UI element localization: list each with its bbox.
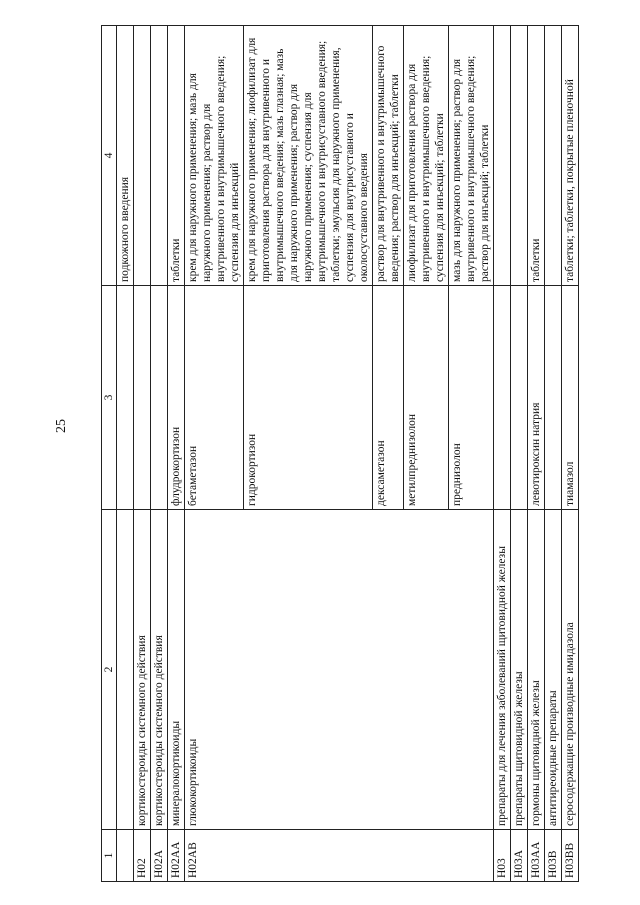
form-cell (151, 26, 168, 286)
page-number: 25 (54, 419, 69, 433)
table-row (545, 26, 562, 882)
atc-code-cell: H03AA (528, 830, 545, 882)
drug-cell (494, 286, 511, 510)
atc-code-cell (404, 830, 449, 882)
form-cell: подкожного введения (117, 26, 134, 286)
group-cell: глюкокортикоиды (185, 510, 244, 830)
form-cell: таблетки (168, 26, 185, 286)
atc-code-cell (244, 830, 373, 882)
table-row (244, 26, 373, 882)
table-row (449, 26, 494, 882)
group-cell (449, 510, 494, 830)
group-cell: препараты щитовидной железы (511, 510, 528, 830)
form-cell: таблетки; таблетки, покрытые пленочной (562, 26, 579, 286)
group-cell: препараты для лечения заболеваний щитовидной железы (494, 510, 511, 830)
header-cell-2: 2 (102, 510, 117, 830)
table-row (511, 26, 528, 882)
table-row (404, 26, 449, 882)
group-cell: кортикостероиды системного действия (151, 510, 168, 830)
drug-cell: флудрокортизон (168, 286, 185, 510)
atc-code-cell: H02AA (168, 830, 185, 882)
atc-code-cell: H02AB (185, 830, 244, 882)
group-cell: серосодержащие производные имидазола (562, 510, 579, 830)
group-cell: кортикостероиды системного действия (134, 510, 151, 830)
form-cell (545, 26, 562, 286)
atc-code-cell: H02 (134, 830, 151, 882)
header-cell-3: 3 (102, 286, 117, 510)
atc-code-cell (449, 830, 494, 882)
form-cell (134, 26, 151, 286)
rotated-table-container (101, 26, 576, 882)
header-cell-1: 1 (102, 830, 117, 882)
table-row (185, 26, 244, 882)
drug-cell (134, 286, 151, 510)
medicines-table (101, 25, 579, 882)
atc-code-cell: H03 (494, 830, 511, 882)
drug-cell: левотироксин натрия (528, 286, 545, 510)
form-cell: крем для наружного применения; мазь для наружного применения; раствор для внутривенного и внутримышечного введения; суспензия для инъекций (185, 26, 244, 286)
table-row (117, 26, 134, 882)
form-cell: мазь для наружного применения; раствор для внутривенного и внутримышечного введения; раствор для инъекций; таблетки (449, 26, 494, 286)
group-cell (117, 510, 134, 830)
drug-cell: преднизолон (449, 286, 494, 510)
drug-cell: метилпреднизолон (404, 286, 449, 510)
drug-cell: гидрокортизон (244, 286, 373, 510)
group-cell (404, 510, 449, 830)
group-cell: минералокортикоиды (168, 510, 185, 830)
drug-cell (117, 286, 134, 510)
group-cell (244, 510, 373, 830)
drug-cell (511, 286, 528, 510)
form-cell: таблетки (528, 26, 545, 286)
atc-code-cell (117, 830, 134, 882)
form-cell: раствор для внутривенного и внутримышечного введения; раствор для инъекций; таблетки (373, 26, 404, 286)
table-row (494, 26, 511, 882)
atc-code-cell: H03B (545, 830, 562, 882)
table-row (168, 26, 185, 882)
form-cell (511, 26, 528, 286)
table-row (562, 26, 579, 882)
table-row (528, 26, 545, 882)
drug-cell: тиамазол (562, 286, 579, 510)
drug-cell (545, 286, 562, 510)
table-row (134, 26, 151, 882)
atc-code-cell: H02A (151, 830, 168, 882)
drug-cell (151, 286, 168, 510)
drug-cell: бетаметазон (185, 286, 244, 510)
form-cell: лиофилизат для приготовления раствора для внутривенного и внутримышечного введения; суспензия для инъекций; таблетки (404, 26, 449, 286)
drug-cell: дексаметазон (373, 286, 404, 510)
table-header-row (102, 26, 117, 882)
header-cell-4: 4 (102, 26, 117, 286)
group-cell (373, 510, 404, 830)
atc-code-cell (373, 830, 404, 882)
form-cell (494, 26, 511, 286)
group-cell: гормоны щитовидной железы (528, 510, 545, 830)
atc-code-cell: H03BB (562, 830, 579, 882)
table-row (151, 26, 168, 882)
group-cell: антитиреоидные препараты (545, 510, 562, 830)
form-cell: крем для наружного применения; лиофилизат для приготовления раствора для внутривенного и внутримышечного введения; мазь глазная; мазь для наружного применения; раствор для наружного применения; суспензия для внутримышечного и внутрисуставного введения; таблетки; эмульсия для наружного применения, суспензия для внутрисуставного и околосуставного введения (244, 26, 373, 286)
table-row (373, 26, 404, 882)
atc-code-cell: H03A (511, 830, 528, 882)
